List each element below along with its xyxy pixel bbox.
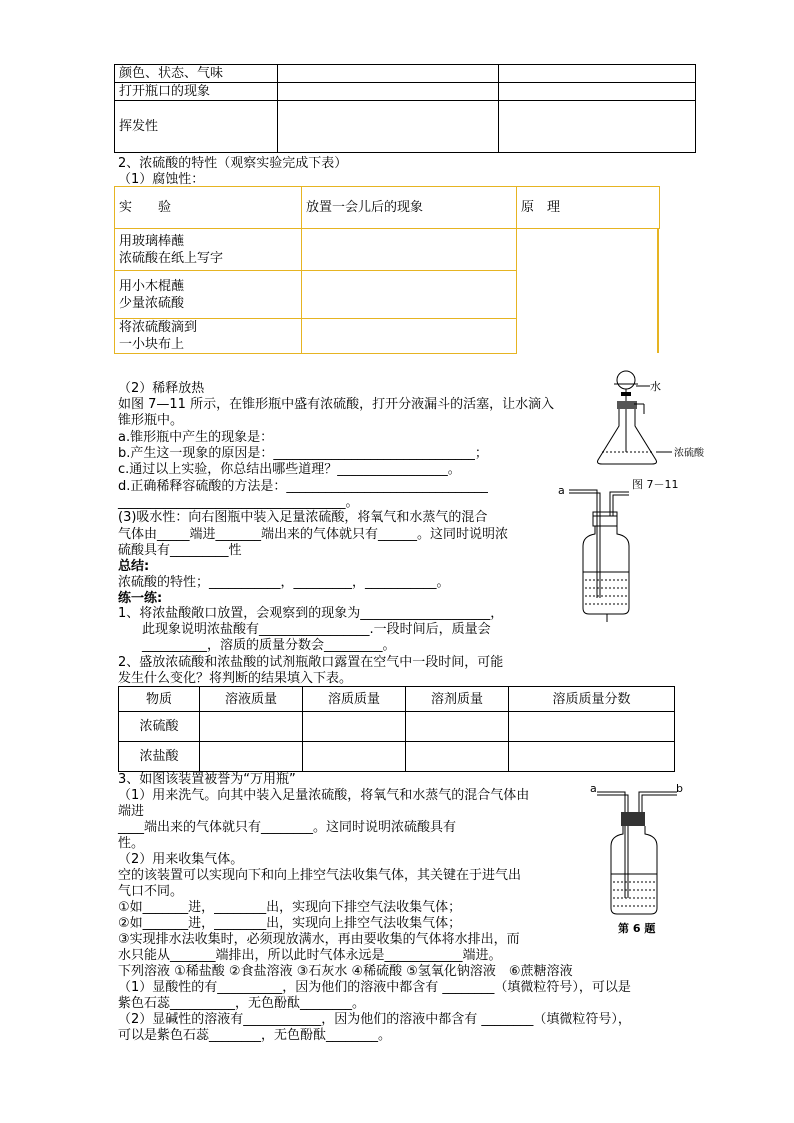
change-cell[interactable] <box>303 712 406 742</box>
change-cell[interactable] <box>406 712 509 742</box>
summary-title: 总结: <box>118 559 150 574</box>
q3-s1-line-2: 端进 <box>118 804 145 819</box>
section2-sub2: （2）稀释放热 <box>118 381 205 396</box>
q3-s1-line-3: ____端出来的气体就只有________。这同时说明浓硫酸具有 <box>118 820 457 835</box>
corrosion-right-border <box>657 229 659 353</box>
figure3-b-label: b <box>676 782 683 795</box>
section2-sub1: （1）腐蚀性： <box>118 172 205 187</box>
figure1-a-label: a <box>558 484 565 497</box>
practice-q1-line-3: __________，溶质的质量分数会_________。 <box>142 638 396 653</box>
change-cell[interactable] <box>509 742 675 772</box>
change-row-1-label: 浓硫酸 <box>119 712 200 742</box>
q3-s2-line-5: ③实现排水法收集时，必须现放满水，再由要收集的气体将水排出，而 <box>118 932 520 947</box>
corrosion-row-2-line-2: 少量浓硫酸 <box>119 295 185 311</box>
dilution-qa: a.锥形瓶中产生的现象是： <box>118 430 274 445</box>
corrosion-header-1: 实 验 <box>115 187 302 229</box>
figure1-acid-label: 浓硫酸 <box>674 448 704 459</box>
corrosion-cell[interactable] <box>302 319 517 354</box>
dilution-qd2: ___________________________________。 <box>118 495 359 510</box>
q3-s2-line-3: ①如_______进，________出，实现向下排空气法收集气体； <box>118 900 462 915</box>
q3-s2-line-6: 水只能从_______端排出，所以此时气体永远是____________端进。 <box>118 948 502 963</box>
change-table <box>118 686 675 772</box>
acid-line-2: 紫色石蕊__________，无色酚酞________。 <box>118 996 366 1011</box>
corrosion-row-1-line-1: 用玻璃棒蘸 <box>119 233 185 249</box>
top-table <box>114 64 696 153</box>
top-cell[interactable] <box>499 83 696 101</box>
practice-q1-line-1: 1、将浓盐酸敞口放置，会观察到的现象为____________________， <box>118 606 504 621</box>
change-cell[interactable] <box>509 712 675 742</box>
change-header-5: 溶质质量分数 <box>509 687 675 712</box>
change-cell[interactable] <box>200 742 303 772</box>
q3-s1-line-4: 性。 <box>118 836 145 851</box>
dilution-p1: 如图 7—11 所示，在锥形瓶中盛有浓硫酸，打开分液漏斗的活塞，让水滴入 <box>118 397 555 412</box>
solution-list: 下列溶液 ①稀盐酸 ②食盐溶液 ③石灰水 ④稀硫酸 ⑤氢氧化钠溶液 ⑥蔗糖溶液 <box>118 964 573 979</box>
corrosion-row-1-line-2: 浓硫酸在纸上写字 <box>119 250 224 266</box>
corrosion-table <box>114 186 660 354</box>
gas-bottle-figure-1 <box>555 480 665 625</box>
change-header-1: 物质 <box>119 687 200 712</box>
corrosion-row-2-line-1: 用小木棍蘸 <box>119 278 185 294</box>
corrosion-header-2: 放置一会儿后的现象 <box>302 187 517 229</box>
base-line-1: （2）显碱性的溶液有____________，因为他们的溶液中都含有 ________（填微粒符号）， <box>118 1012 631 1027</box>
top-row-2-label: 打开瓶口的现象 <box>115 83 278 101</box>
top-cell[interactable] <box>499 65 696 83</box>
absorb-line-3: 硫酸具有_________性 <box>118 543 242 558</box>
q3-s2-title: （2）用来收集气体。 <box>118 852 244 867</box>
base-line-2: 可以是紫色石蕊________，无色酚酞________。 <box>118 1028 392 1043</box>
figure1-water-label: 水 <box>650 380 661 393</box>
q3-title: 3、如图该装置被誉为“万用瓶” <box>118 772 296 787</box>
q3-s2-line-2: 气口不同。 <box>118 884 184 899</box>
corrosion-row-3 <box>115 319 302 354</box>
absorb-line-1: (3)吸水性：向右图瓶中装入足量浓硫酸，将氧气和水蒸气的混合 <box>118 510 488 525</box>
practice-q2-line-2: 发生什么变化？将判断的结果填入下表。 <box>118 671 353 686</box>
dilution-qb: b.产生这一现象的原因是：_______________________________； <box>118 446 488 461</box>
q3-s2-line-1: 空的该装置可以实现向下和向上排空气法收集气体，其关键在于进气出 <box>118 868 522 883</box>
corrosion-cell[interactable] <box>302 229 517 271</box>
change-cell[interactable] <box>303 742 406 772</box>
change-row-2-label: 浓盐酸 <box>119 742 200 772</box>
practice-title: 练一练: <box>118 591 163 606</box>
acid-line-1: （1）显酸性的有__________，因为他们的溶液中都含有 ________（填微粒符号），可以是 <box>118 980 631 995</box>
change-header-2: 溶液质量 <box>200 687 303 712</box>
top-cell[interactable] <box>499 101 696 153</box>
dilution-qd: d.正确稀释容硫酸的方法是：_______________________________ <box>118 479 488 494</box>
corrosion-cell[interactable] <box>302 271 517 319</box>
change-cell[interactable] <box>200 712 303 742</box>
practice-q2-line-1: 2、盛放浓硫酸和浓盐酸的试剂瓶敞口露置在空气中一段时间，可能 <box>118 655 504 670</box>
change-header-4: 溶剂质量 <box>406 687 509 712</box>
q3-s2-line-4: ②如_______进，________出，实现向上排空气法收集气体； <box>118 916 462 931</box>
q3-s1-line-1: （1）用来洗气。向其中装入足量浓硫酸，将氧气和水蒸气的混合气体由 <box>118 788 530 803</box>
top-cell[interactable] <box>278 65 499 83</box>
top-cell[interactable] <box>278 101 499 153</box>
section2-heading: 2、浓硫酸的特性（观察实验完成下表） <box>118 156 348 171</box>
corrosion-row-3-line-1: 将浓硫酸滴到 <box>119 320 198 335</box>
practice-q1-line-2: 此现象说明浓盐酸有_________________.一段时间后，质量会 <box>142 622 491 637</box>
figure3-caption: 第 6 题 <box>618 922 656 935</box>
dilution-qc: c.通过以上实验，你总结出哪些道理？_________________。 <box>118 462 461 477</box>
corrosion-row-3-line-2: 一小块布上 <box>119 337 185 352</box>
dilution-p1b: 锥形瓶中。 <box>118 413 184 428</box>
top-cell[interactable] <box>278 83 499 101</box>
gas-bottle-figure-2 <box>585 778 695 918</box>
summary-text: 浓硫酸的特性；___________，_________，___________。 <box>118 575 450 590</box>
change-header-3: 溶质质量 <box>303 687 406 712</box>
top-row-3-label: 挥发性 <box>115 101 278 153</box>
figure3-a-label: a <box>590 782 597 795</box>
corrosion-row-2 <box>115 271 302 319</box>
figure1-caption: 图 7－11 <box>632 478 679 491</box>
corrosion-row-1 <box>115 229 302 271</box>
change-cell[interactable] <box>406 742 509 772</box>
absorb-line-2: 气体由_____端进_______端出来的气体就只有______。这同时说明浓 <box>118 527 509 542</box>
top-row-1-label: 颜色、状态、气味 <box>115 65 278 83</box>
corrosion-principle-cell[interactable] <box>517 229 660 354</box>
corrosion-header-3: 原 理 <box>517 187 660 229</box>
